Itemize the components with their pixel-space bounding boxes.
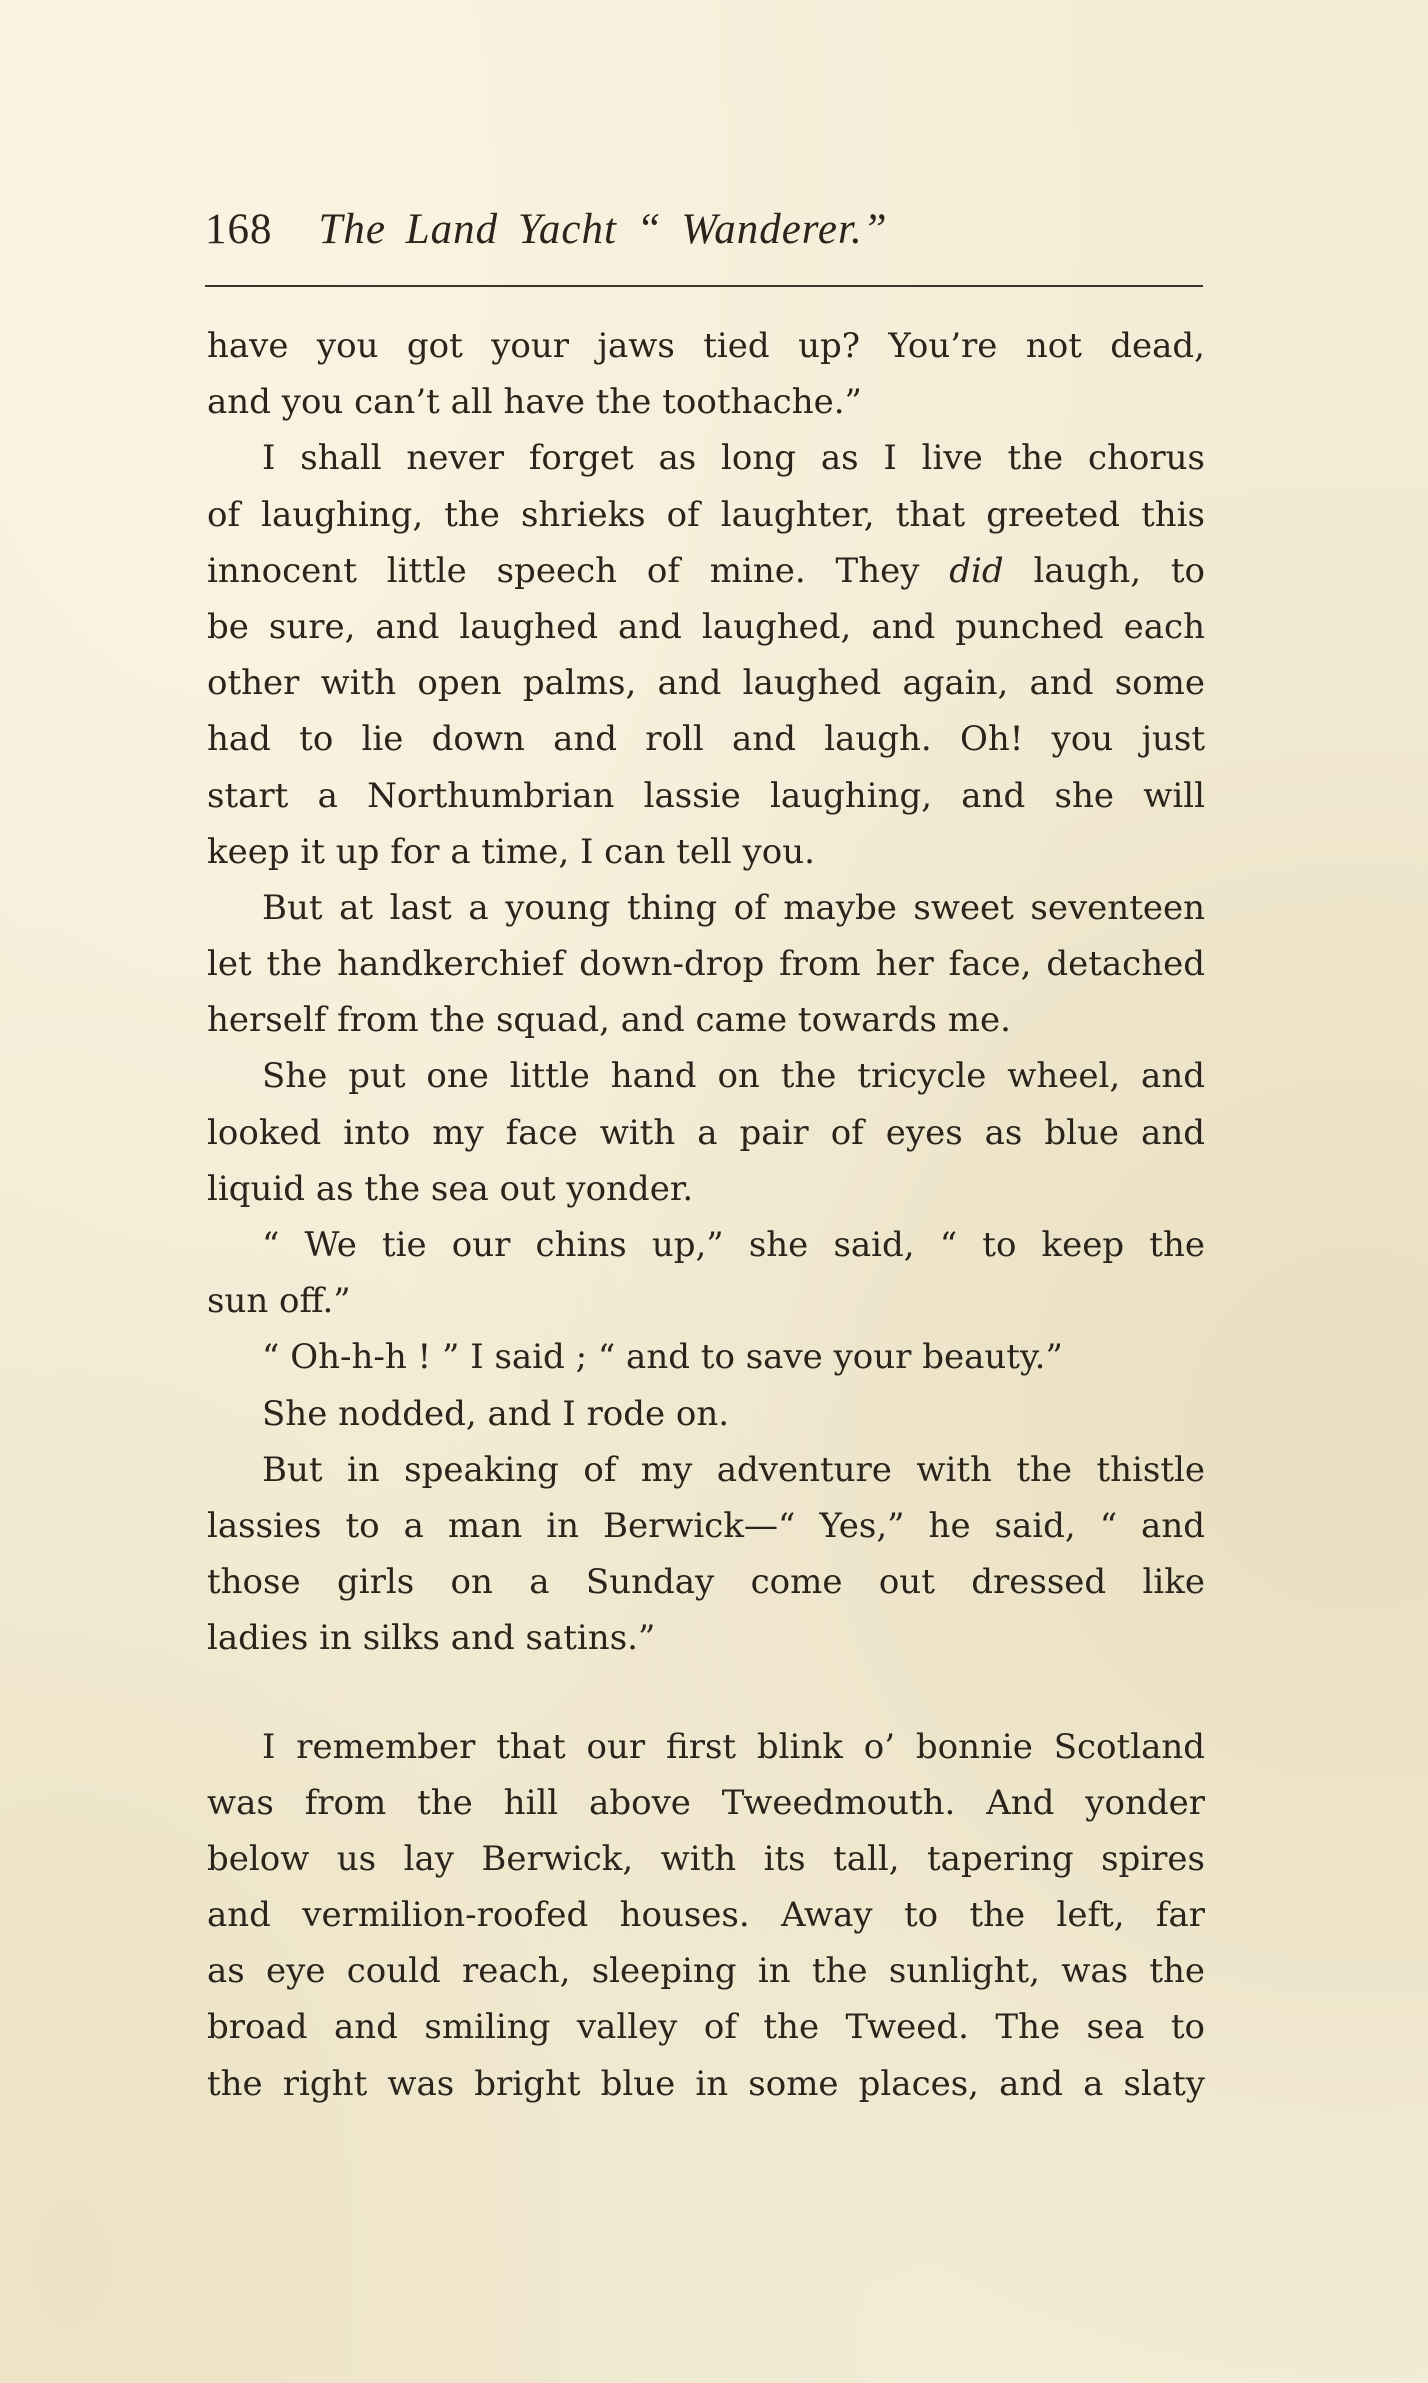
text-line: herself from the squad, and came towards me. — [207, 1000, 1011, 1041]
emphasis: did — [949, 550, 1004, 591]
text-line: was from the hill above Tweedmouth. And yonder — [207, 1782, 1205, 1823]
text-line: as eye could reach, sleeping in the sunlight, was the — [207, 1951, 1205, 1992]
text-line: the right was bright blue in some places, and a slaty — [207, 2063, 1205, 2104]
text-line: of laughing, the shrieks of laughter, that greeted this — [207, 494, 1205, 535]
running-title: The Land Yacht “ Wanderer.” — [318, 206, 888, 253]
text-line: let the handkerchief down-drop from her face, detached — [207, 944, 1205, 985]
text-line: She put one little hand on the tricycle wheel, and — [262, 1056, 1205, 1097]
text-line: She nodded, and I rode on. — [262, 1393, 730, 1434]
text-line: innocent little speech of mine. They did laugh, to — [207, 550, 1205, 591]
text-line: “ We tie our chins up,” she said, “ to keep the — [262, 1225, 1205, 1265]
text-line: have you got your jaws tied up? You’re not dead, — [207, 326, 1205, 366]
text-line: ladies in silks and satins.” — [207, 1618, 656, 1659]
text-line: start a Northumbrian lassie laughing, and she will — [207, 775, 1205, 816]
running-head — [205, 200, 1205, 260]
text-line: sun off.” — [207, 1281, 351, 1322]
text-line: looked into my face with a pair of eyes as blue and — [207, 1112, 1205, 1153]
text-line: But at last a young thing of maybe sweet seventeen — [262, 887, 1205, 928]
text-line: But in speaking of my adventure with the thistle — [262, 1449, 1205, 1490]
text-line: those girls on a Sunday come out dressed like — [207, 1562, 1205, 1603]
text-line: lassies to a man in Berwick—“ Yes,” he said, “ and — [207, 1505, 1205, 1546]
text-line: other with open palms, and laughed again, and some — [207, 663, 1205, 704]
text-line: I shall never forget as long as I live the chorus — [262, 438, 1205, 479]
text-line: I remember that our first blink o’ bonnie Scotland — [262, 1726, 1205, 1767]
text-line: had to lie down and roll and laugh. Oh! you just — [207, 719, 1205, 760]
page-number: 168 — [205, 206, 273, 253]
text-line: keep it up for a time, I can tell you. — [207, 831, 815, 872]
text-line: and vermilion-roofed houses. Away to the left, far — [207, 1895, 1205, 1936]
text-line: liquid as the sea out yonder. — [207, 1168, 694, 1209]
text-line: below us lay Berwick, with its tall, tapering spires — [207, 1838, 1205, 1879]
text-line: “ Oh-h-h ! ” I said ; “ and to save your beauty.” — [262, 1337, 1063, 1378]
section-break — [207, 1667, 1205, 1719]
header-rule — [205, 285, 1203, 287]
body-text — [207, 318, 1205, 2112]
text-line: and you can’t all have the toothache.” — [207, 382, 862, 423]
text-line: be sure, and laughed and laughed, and punched each — [207, 606, 1205, 647]
text-line: broad and smiling valley of the Tweed. The sea to — [207, 2007, 1205, 2048]
